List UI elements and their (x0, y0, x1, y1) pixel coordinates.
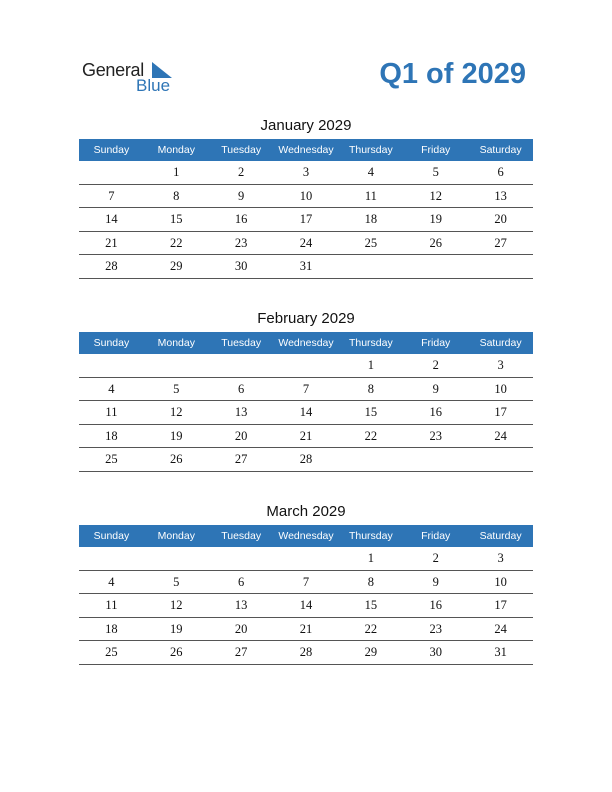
day-cell: 9 (432, 574, 439, 589)
day-cell: 11 (105, 405, 118, 419)
day-cell: 4 (108, 381, 115, 396)
week-row (79, 232, 533, 256)
day-cell: 1 (367, 551, 374, 565)
week-row (79, 571, 533, 595)
day-cell: 26 (170, 645, 183, 659)
week-row (79, 208, 533, 232)
day-cell (468, 448, 533, 471)
weekday-sunday: Sunday (93, 144, 130, 156)
weekday-tuesday: Tuesday (221, 530, 262, 542)
week-row (79, 425, 533, 449)
day-cell: 8 (173, 188, 180, 203)
day-cell: 24 (494, 621, 507, 636)
weekday-header (79, 139, 533, 161)
day-cell: 19 (429, 212, 442, 226)
day-cell: 21 (299, 621, 313, 636)
week-row (79, 641, 533, 665)
day-cell: 18 (364, 212, 378, 226)
day-cell (274, 547, 339, 570)
day-cell: 31 (494, 645, 507, 659)
day-cell: 10 (494, 574, 507, 589)
day-cell: 19 (170, 621, 183, 636)
day-cell: 5 (432, 165, 439, 179)
weekday-header (79, 525, 533, 547)
day-cell: 30 (234, 259, 248, 273)
weekday-wednesday: Wednesday (278, 144, 334, 156)
day-cell: 27 (494, 235, 507, 250)
day-cell: 6 (497, 165, 504, 179)
day-cell: 10 (494, 381, 507, 396)
day-cell: 28 (105, 259, 118, 273)
weekday-sunday: Sunday (93, 337, 130, 349)
day-cell: 14 (299, 405, 313, 419)
day-cell: 20 (234, 621, 248, 636)
day-cell: 22 (170, 235, 183, 250)
week-row (79, 618, 533, 642)
weekday-wednesday: Wednesday (278, 337, 334, 349)
day-cell: 16 (429, 598, 442, 612)
weekday-wednesday: Wednesday (278, 530, 334, 542)
day-cell: 16 (234, 212, 248, 226)
day-cell: 2 (238, 165, 245, 179)
day-cell: 7 (302, 574, 310, 589)
generalblue-logo (82, 58, 182, 98)
week-row (79, 401, 533, 425)
day-cell: 24 (494, 428, 507, 443)
weekday-monday: Monday (157, 337, 195, 349)
day-cell: 9 (238, 188, 245, 203)
day-cell: 23 (429, 621, 442, 636)
day-cell (403, 448, 468, 471)
weekday-thursday: Thursday (348, 530, 393, 542)
day-cell: 9 (432, 381, 439, 396)
day-cell: 15 (170, 212, 183, 226)
day-cell: 27 (234, 452, 248, 466)
day-cell: 17 (494, 405, 507, 419)
day-cell: 16 (429, 405, 442, 419)
weekday-thursday: Thursday (348, 337, 393, 349)
day-cell: 7 (108, 188, 115, 203)
day-cell: 7 (302, 381, 310, 396)
day-cell: 29 (364, 645, 378, 659)
day-cell (338, 448, 403, 471)
week-row (79, 547, 533, 571)
day-cell: 22 (364, 428, 378, 443)
month-calendar-february (79, 310, 533, 472)
day-cell: 6 (238, 574, 245, 589)
day-cell: 18 (105, 428, 118, 443)
day-cell: 13 (234, 405, 248, 419)
page-title: Q1 of 2029 (379, 58, 526, 90)
weekday-saturday: Saturday (479, 530, 522, 542)
day-cell: 12 (170, 405, 183, 419)
day-cell: 4 (367, 165, 374, 179)
day-cell: 2 (432, 358, 439, 372)
day-cell: 25 (105, 645, 118, 659)
weekday-saturday: Saturday (479, 144, 522, 156)
day-cell: 20 (494, 212, 507, 226)
weekday-thursday: Thursday (348, 144, 393, 156)
day-cell: 30 (429, 645, 442, 659)
weekday-monday: Monday (157, 144, 195, 156)
day-cell (209, 354, 274, 377)
day-cell: 17 (299, 212, 313, 226)
day-cell: 13 (494, 188, 507, 203)
month-title: February 2029 (257, 310, 355, 327)
month-calendar-march (79, 503, 533, 665)
weekday-sunday: Sunday (93, 530, 130, 542)
day-cell: 23 (234, 235, 248, 250)
weekday-monday: Monday (157, 530, 195, 542)
day-cell: 10 (299, 188, 313, 203)
day-cell: 19 (170, 428, 183, 443)
day-cell (79, 161, 144, 184)
day-cell: 5 (173, 381, 180, 396)
day-cell: 3 (497, 551, 504, 565)
day-cell (144, 354, 209, 377)
day-cell (403, 255, 468, 278)
day-cell: 27 (234, 645, 248, 659)
day-cell: 11 (364, 188, 377, 203)
month-calendar-january (79, 117, 533, 279)
day-cell (144, 547, 209, 570)
day-cell: 18 (105, 621, 118, 636)
day-cell: 28 (299, 645, 313, 659)
day-cell (274, 354, 339, 377)
day-cell: 11 (105, 598, 118, 612)
logo-word-general: General (82, 60, 144, 80)
day-cell (338, 255, 403, 278)
day-cell: 29 (170, 259, 183, 273)
day-cell: 8 (367, 381, 374, 396)
day-cell: 8 (367, 574, 374, 589)
week-row (79, 185, 533, 209)
weekday-tuesday: Tuesday (221, 337, 262, 349)
day-cell: 12 (429, 188, 442, 203)
day-cell: 25 (364, 235, 378, 250)
day-cell: 21 (105, 235, 118, 250)
week-row (79, 594, 533, 618)
day-cell: 25 (105, 452, 118, 466)
weekday-friday: Friday (421, 530, 451, 542)
month-title: January 2029 (260, 117, 352, 134)
day-cell (209, 547, 274, 570)
day-cell: 4 (108, 574, 115, 589)
week-row (79, 354, 533, 378)
day-cell (79, 547, 144, 570)
week-row (79, 448, 533, 472)
day-cell: 14 (105, 212, 118, 226)
day-cell: 1 (367, 358, 374, 372)
day-cell: 26 (429, 235, 442, 250)
week-row (79, 378, 533, 402)
day-cell: 12 (170, 598, 183, 612)
weekday-tuesday: Tuesday (221, 144, 262, 156)
day-cell: 15 (364, 598, 378, 612)
day-cell: 24 (299, 235, 313, 250)
day-cell: 21 (299, 428, 313, 443)
day-cell: 6 (238, 381, 245, 396)
day-cell: 15 (364, 405, 378, 419)
day-cell: 31 (299, 259, 313, 273)
day-cell: 17 (494, 598, 507, 612)
day-cell: 5 (173, 574, 180, 589)
day-cell: 14 (299, 598, 313, 612)
day-cell: 13 (234, 598, 248, 612)
day-cell: 22 (364, 621, 378, 636)
day-cell: 3 (302, 165, 310, 179)
month-title: March 2029 (266, 503, 346, 520)
day-cell: 20 (234, 428, 248, 443)
weekday-friday: Friday (421, 337, 451, 349)
day-cell (79, 354, 144, 377)
weekday-saturday: Saturday (479, 337, 522, 349)
logo-word-blue: Blue (136, 76, 171, 95)
day-cell: 23 (429, 428, 442, 443)
day-cell: 1 (173, 165, 180, 179)
day-cell: 2 (432, 551, 439, 565)
weekday-friday: Friday (421, 144, 451, 156)
week-row (79, 255, 533, 279)
day-cell: 28 (299, 452, 313, 466)
day-cell (468, 255, 533, 278)
week-row (79, 161, 533, 185)
day-cell: 3 (497, 358, 504, 372)
day-cell: 26 (170, 452, 183, 466)
weekday-header (79, 332, 533, 354)
